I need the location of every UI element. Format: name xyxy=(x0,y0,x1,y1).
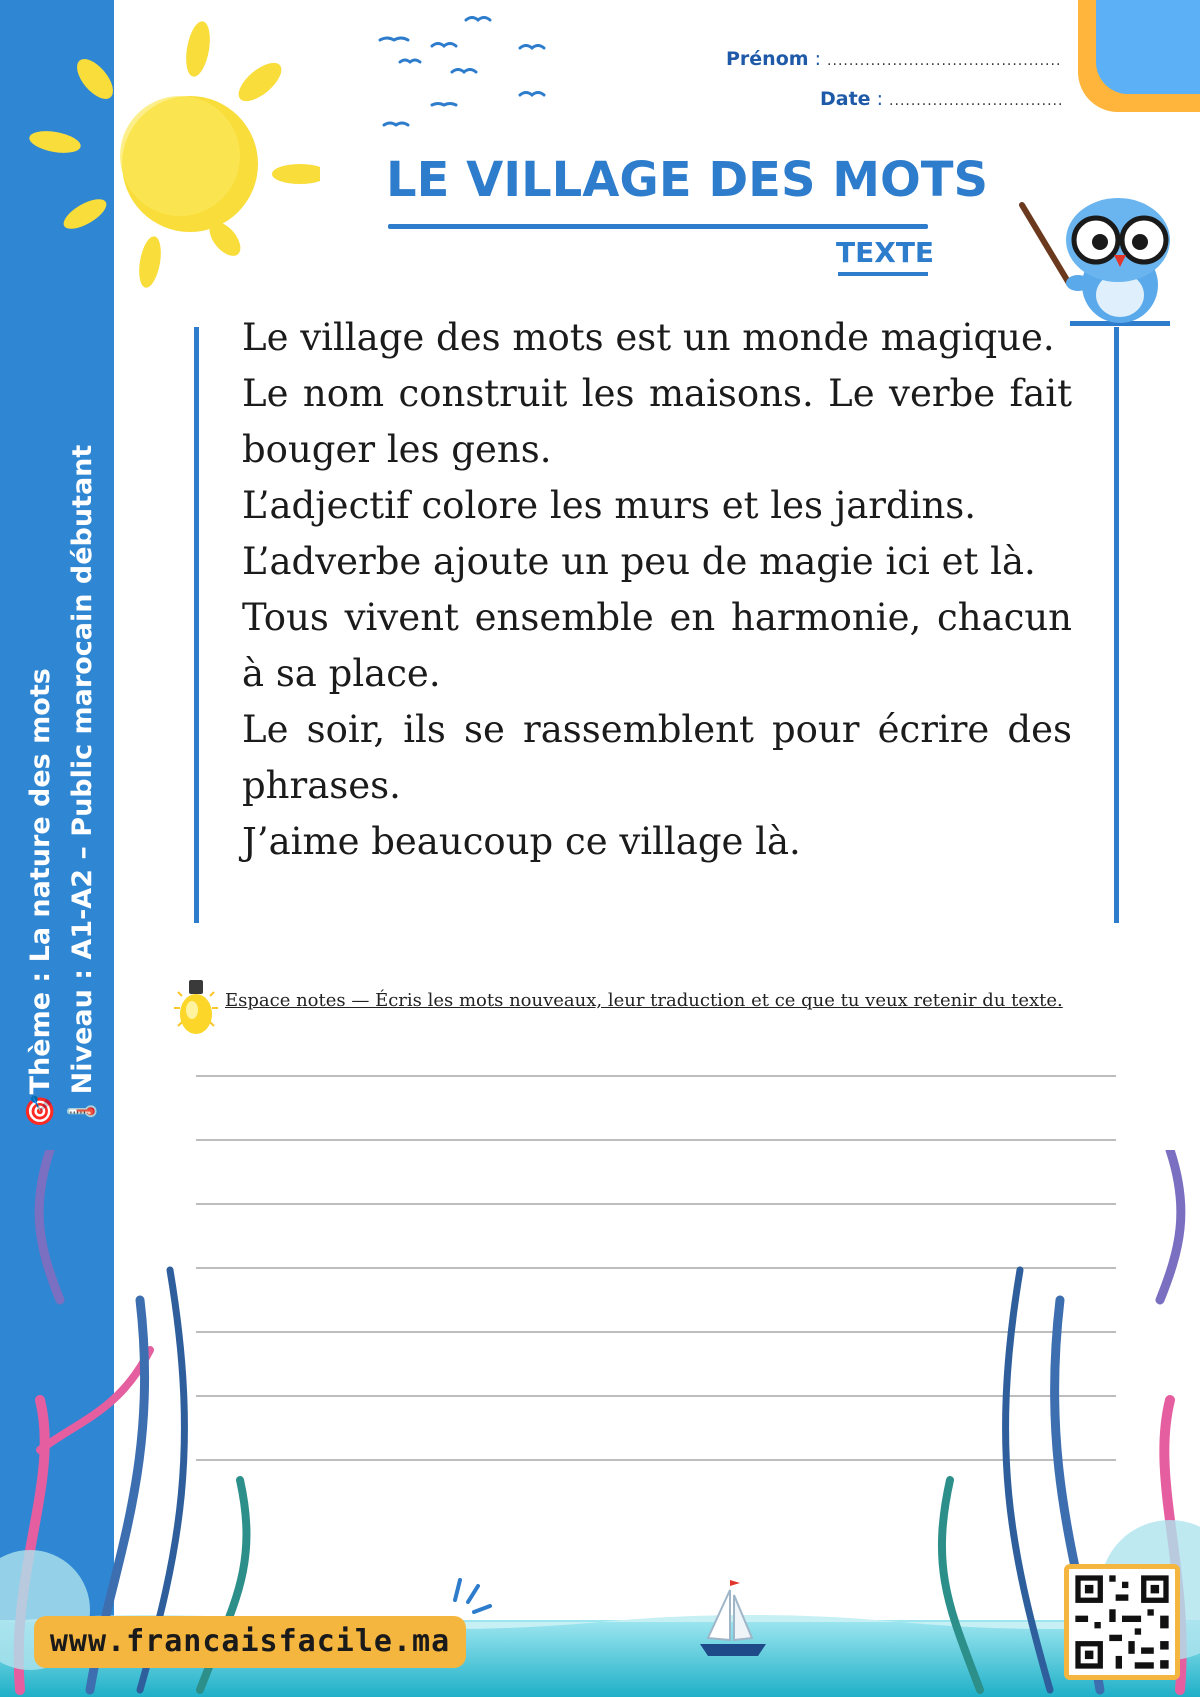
firstname-label: Prénom xyxy=(726,48,809,70)
website-link[interactable]: www.francaisfacile.ma xyxy=(34,1616,466,1668)
reading-paragraph: Le soir, ils se rassemblent pour écrire des phrases. xyxy=(242,708,1072,807)
firstname-dots: ........................................... xyxy=(827,53,1062,69)
corner-badge-inner xyxy=(1096,0,1200,94)
underwater-coral-illustration xyxy=(0,1150,1200,1697)
lightbulb-icon xyxy=(170,978,222,1040)
firstname-field[interactable] xyxy=(726,48,1061,70)
owl-teacher-illustration xyxy=(1010,185,1180,330)
reading-paragraph: Tous vivent ensemble en harmonie, chacun à sa place. xyxy=(242,596,1072,695)
reading-paragraph: L’adjectif colore les murs et les jardins. xyxy=(242,484,977,527)
corner-badge xyxy=(1078,0,1200,112)
reading-text xyxy=(242,310,1072,870)
reading-paragraph: Le village des mots est un monde magique. xyxy=(242,316,1055,359)
text-frame-right-border xyxy=(1114,327,1119,923)
note-line[interactable] xyxy=(196,1075,1116,1077)
reading-paragraph: Le nom construit les maisons. Le verbe fait bouger les gens. xyxy=(242,372,1072,471)
sidebar-labels xyxy=(20,428,104,1128)
section-subtitle: TEXTE xyxy=(836,236,935,269)
date-separator: : xyxy=(870,88,890,110)
birds-illustration xyxy=(370,10,590,140)
title-underline xyxy=(388,224,928,229)
date-label: Date xyxy=(820,88,871,110)
qr-code-icon[interactable] xyxy=(1064,1564,1180,1680)
reading-paragraph: L’adverbe ajoute un peu de magie ici et là. xyxy=(242,540,1036,583)
date-field[interactable] xyxy=(820,88,1063,110)
note-line[interactable] xyxy=(196,1139,1116,1141)
date-dots: ................................ xyxy=(889,93,1064,109)
text-frame-left-border xyxy=(194,327,199,923)
page-title: LE VILLAGE DES MOTS xyxy=(386,152,989,208)
subtitle-underline xyxy=(838,272,928,276)
reading-paragraph: J’aime beaucoup ce village là. xyxy=(242,820,801,863)
sun-icon xyxy=(20,14,320,304)
notes-instructions: Espace notes — Écris les mots nouveaux, leur traduction et ce que tu veux retenir du texte. xyxy=(225,990,1063,1011)
firstname-separator: : xyxy=(808,48,828,70)
theme-label: 🎯Thème : La nature des mots xyxy=(25,668,56,1128)
level-label: 🌡️Niveau : A1-A2 – Public marocain débutant xyxy=(67,444,98,1128)
